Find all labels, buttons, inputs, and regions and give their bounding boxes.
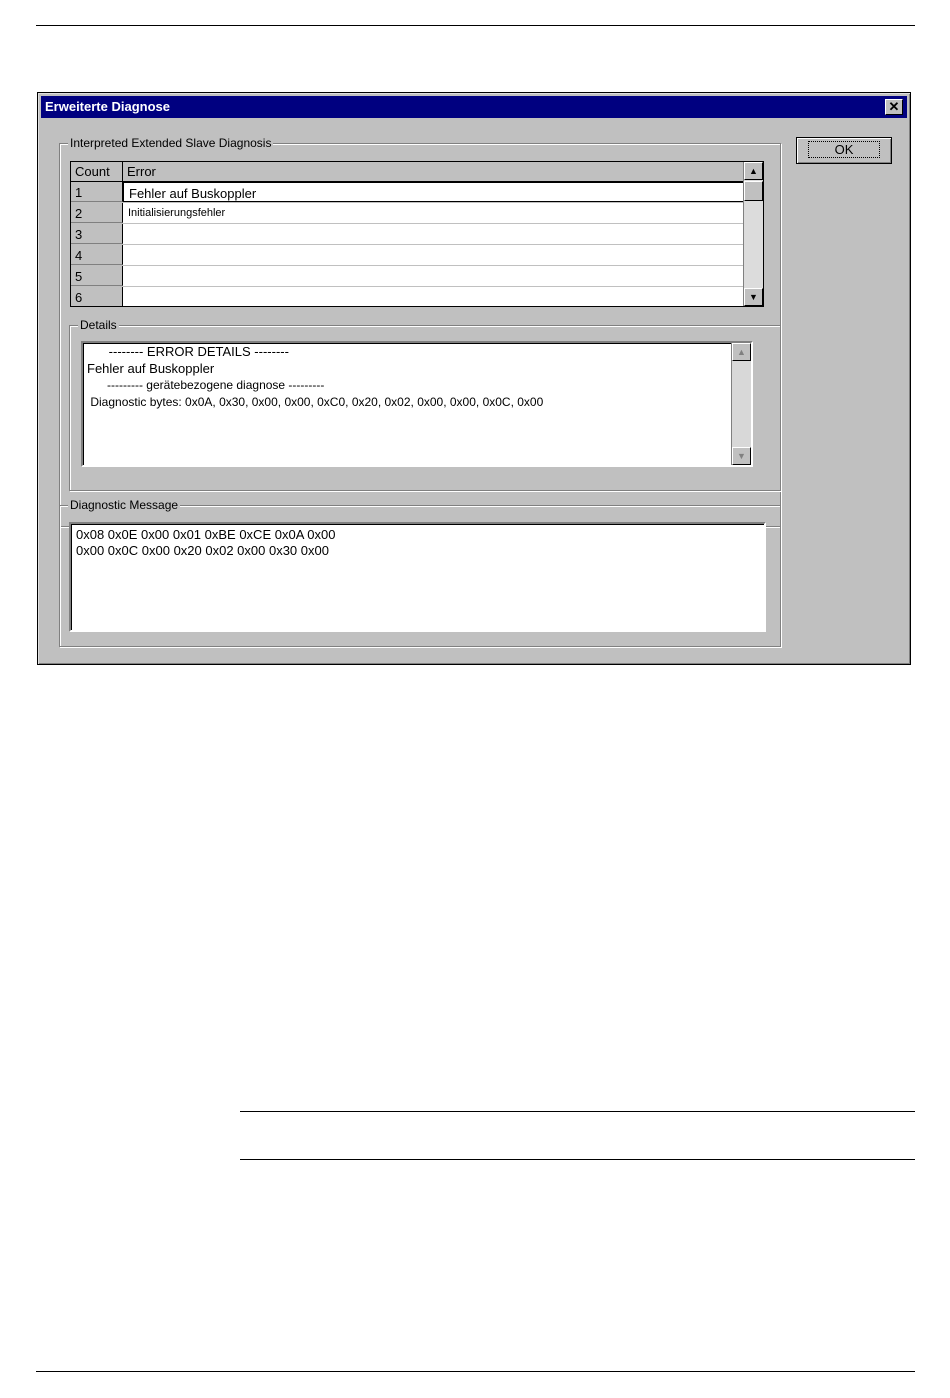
count-column-header[interactable]: Count bbox=[71, 162, 123, 181]
diagnostic-message-textbox[interactable] bbox=[69, 522, 766, 632]
row-error-cell bbox=[123, 224, 763, 244]
details-scroll-down-button[interactable] bbox=[732, 447, 751, 465]
details-scroll-up-button[interactable] bbox=[732, 343, 751, 361]
table-row[interactable] bbox=[71, 224, 763, 245]
message-line: 0x08 0x0E 0x00 0x01 0xBE 0xCE 0x0A 0x00 bbox=[76, 527, 336, 542]
row-error-cell bbox=[123, 266, 763, 286]
page-top-rule bbox=[36, 25, 915, 26]
row-error-cell bbox=[123, 287, 763, 307]
scroll-up-icon: ▲ bbox=[737, 347, 746, 357]
scroll-thumb[interactable] bbox=[744, 181, 763, 201]
interpreted-diagnosis-label: Interpreted Extended Slave Diagnosis bbox=[70, 136, 272, 150]
scroll-up-button[interactable] bbox=[744, 162, 763, 180]
table-row[interactable] bbox=[71, 287, 763, 307]
details-line: Diagnostic bytes: 0x0A, 0x30, 0x00, 0x00, 0xC0, 0x20, 0x02, 0x00, 0x00, 0x0C, 0x00 bbox=[87, 395, 544, 409]
table-row[interactable] bbox=[71, 182, 763, 203]
table-row[interactable] bbox=[71, 203, 763, 224]
scroll-up-icon: ▲ bbox=[749, 166, 758, 176]
ok-button[interactable] bbox=[796, 137, 892, 164]
table-row[interactable] bbox=[71, 245, 763, 266]
table-row[interactable] bbox=[71, 266, 763, 287]
close-button[interactable] bbox=[885, 99, 903, 115]
details-label: Details bbox=[80, 318, 117, 332]
row-error-cell: Fehler auf Buskoppler bbox=[123, 182, 763, 202]
extended-diagnosis-dialog bbox=[37, 92, 911, 665]
ok-button-label: OK bbox=[808, 141, 881, 158]
scroll-down-button[interactable] bbox=[744, 288, 763, 306]
row-count-cell: 1 bbox=[71, 182, 123, 202]
row-count-cell: 5 bbox=[71, 266, 123, 286]
row-count-cell: 4 bbox=[71, 245, 123, 265]
page-divider-rule bbox=[240, 1111, 915, 1112]
details-line: -------- ERROR DETAILS -------- bbox=[87, 344, 289, 359]
scroll-down-icon: ▼ bbox=[737, 451, 746, 461]
details-line: Fehler auf Buskoppler bbox=[87, 361, 215, 376]
page-divider-rule bbox=[240, 1159, 915, 1160]
error-table[interactable] bbox=[70, 161, 764, 307]
scroll-down-icon: ▼ bbox=[749, 292, 758, 302]
details-textbox[interactable] bbox=[81, 341, 753, 467]
row-count-cell: 3 bbox=[71, 224, 123, 244]
row-count-cell: 6 bbox=[71, 287, 123, 307]
message-line: 0x00 0x0C 0x00 0x20 0x02 0x00 0x30 0x00 bbox=[76, 543, 329, 558]
error-table-header bbox=[71, 162, 763, 182]
details-scrollbar[interactable] bbox=[731, 343, 751, 465]
diagnostic-message-label: Diagnostic Message bbox=[70, 498, 179, 512]
dialog-title: Erweiterte Diagnose bbox=[45, 99, 170, 114]
row-error-cell bbox=[123, 245, 763, 265]
row-count-cell: 2 bbox=[71, 203, 123, 223]
error-table-scrollbar[interactable] bbox=[743, 162, 763, 306]
row-error-cell: Initialisierungsfehler bbox=[123, 203, 763, 223]
close-icon: ✕ bbox=[888, 99, 900, 114]
page-bottom-rule bbox=[36, 1371, 915, 1372]
dialog-titlebar bbox=[41, 96, 907, 118]
error-column-header[interactable]: Error bbox=[127, 164, 156, 179]
details-line: --------- gerätebezogene diagnose --------- bbox=[87, 378, 325, 392]
